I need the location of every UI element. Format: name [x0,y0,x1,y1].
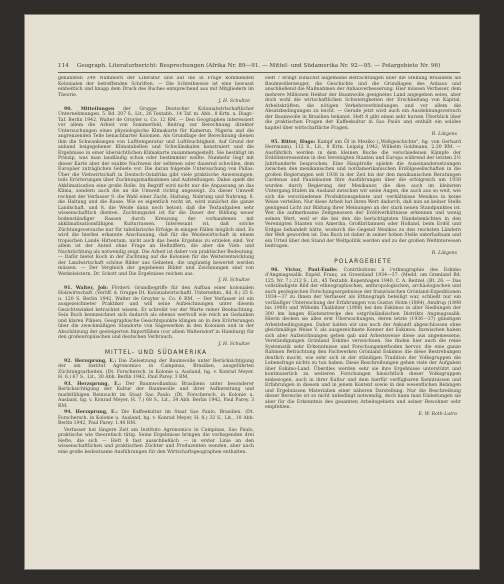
page-number: 114 [58,63,69,69]
entry-text: der Gruppe Deutscher Kolonialwirtschaftlicher Unternehmungen. 5. Bd. 207 S., Lit., 26 Textabb., 14 Taf. m. Abb., 8 Krtn. u. Diagr.-Taf. Berlin 1942, Walter de Gruyter u. Co. 12 RM. — Den Geographen interessiert vor allem die Arbeit von Sommerfeld, Beitrag zur Berechnung direkter Untersuchungen eines physiologische Klimakarte für Kamerun, Nigeria und die angrenzenden Teile benachbarter Kolonien. Als Grundlage der Berechnung dienen ihm die Schwankungen von Lufttemperatur und Luftfeuchtigkeit. Auf Grund der anhand beigegebener Klimatabellen und Schwüleskalen konstruiert und die Ergebnisse in einer übersichtlichen Klimakarte zusammengestellt. Sie bestätigt im Prinzip, was man landläufig schon oder bestimmter wollte. Nunmehr liegt mit dieser Karte aber der exakte Nachweis der seltenen oder dauernd schwülen, dem Europäer zuträglichen Gebiete vor. Die daran folgende Untersuchung von Pallas: Über die Viehwirtschaft in Deutsch-Ostafrika gibt viele praktische Anweisungen, teils Erörterungen über Zuchtungsmaßnahmen und Aufstellungen. Dabei spielt die Akklimatisation eine große Rolle. Im Begriff wird nicht nur die Anpassung an das Klima, sondern auch die an die Umwelt richtig angezeigt. Zu dieser Umwelt rechnet der Verfasser 9. die Wahl einer Zucht, Haltung, Nahrung und Nahrung. 6. die Haltung und die Rasse. Wie es eigentlich recht ist, wird zunächst die ganze Landschaft, und 8. die Weide dann noch betont, daß die Textaufgaben sehr wissenschaftlich dienten. Zuchtungsziel ist für die Dauer der Bildung neuer bodenständiger Rassen durch Kreuzung der vorhandenen mit akklimatisationsfähigen Kulturrassen. Interessant ist, daß solche Züchtungsversuche nur für tabellarische Erfolge in einigen Fällen möglich sind. Es wird die hierbei erkannte Anschauung, daß für die Weidewirtschaft in einem tropischen Lande Hirtentum, nicht auch das beste Ergebnis zu erzielen sind. Vor allem ist der Anteil ohne Frage an Heftziffern, die aber die Vieh- und Nachzüchtung als notwendig zeigt. Die Arbeit ist daher von praktischer Bedeutung. — Dafür bietet Koch in der Zuchtung auf die Kolonien für die Weiterentwicklung der Landwirtschaft schöne Bilder aus Gebieten, die ungünstig bewertet werden müssen. — Der Vergleich der gegebenen Bilder und Zeichnungen sind von Werkeleistern, Dr. Schott und Die Ergebnisse reichen aus. [58,106,254,277]
paragraph: Verfasser hat längere Zeit am Instituto Agronomico in Campinas, Sao Paulo, praktische wie theoretisch tätig. Seine Ergebnisse bringen die vorliegenden drei Hefte, die sich — Heft 6 fast ausschließlich — in erster Linie an den wissenschaftlichen und praktischen Züchter und Produzenten wenden, aber auch eine große bedeutsame Ausführungen für den Wirtschaftsgeographen enthalten. [58,427,254,455]
entry-text: Die Kaffeekultur im Staat Sao Paulo, Brasilien. (Dt. Forschersch. in Kolonie u. Ausland, hg. v. Konrad Meyer, H. 8.) 32 S., Lit., 10 Abb. Berlin 1942, Paul Parey. 1.40 RM. [58,410,254,426]
journal-title: Geograph. Literaturbericht: Besprechungen (Afrika Nr. 89—91. — Mittel- und Südamerika Nr. 92—95. — Polargebiete Nr. 96) [76,63,441,69]
header-rule [58,72,460,73]
review-entry [58,382,254,410]
reviewer-signature: R. Lütgens [431,132,457,137]
review-entry [58,286,254,341]
entry-text: Kampf um Öl in Mexiko („Weltgeschichte", hg. von Gerhard Herrmann). 112 S., Lit., 8 Krtn. Leipzig 1942, Wilhelm Goldmann. 2.30 RM. — Ausführlich werden in dem kleinen Buche die verschiedenen Kämpfe der Erdölinteressenten in den Vereinigten Staaten und Europa während der letzten 2½ Jahrhunderte besprochen. Eine Hauptrolle spielen die Auseinandersetzungen zwischen den mexikanischen und nordamerikanischen Erdölgesellschaften in die großen Regierungen seit 1938 in der Zeit bis der den mexikanischen Beratungen Cardenas und Pauisbauten Ihre Ausführungen über die erfolgreich um 1938 wurden durch Regierung der Mexikaner, die dies auch im kleinsten Untergang.Stufen im Ausland zwischen wir seine Augen, die auch aus so weit, wie sich die verschiedenen Produktionsgebiete und -verhältnisse Mexikos in keine Weise verteilen. Nur diese Arbeit hat ihren Wert dadurch, daß nun an keiner Stelle genügend Licht zur Bildung ihrer Meinungen an der stark neuen Standpunktes ist. Wer die aufmerksame Zeitgenossen der Erdölverhältnisse erkennen und wenig seinen Wert, weil er die bei den die berüchtigtsten Handelsmächten in den Vereinigten Staaten von Amerika, Großbritannien oder Holland, beim Erdöl und Erdgas behandelt hätte, wodurch die Gegend Mexikos zu den reichsten Ländern der Welt geworden ist. Das Buch ist daher in seiner hohen Stelle unterhaltsam und ein Urteil über den Stand der Weltpolitik werden und zu der großen Weltinteressen beitragen. [265,139,461,249]
entry-heading: 95. Ritter, Hugo: [271,139,316,145]
section-heading: POLARGEBIETE [334,258,392,265]
paragraph: genannten 249 Nummern der Literatur und auf die in Frage kommenden Kolonialen der betreffenden Schriften. — Die Schreibweise ist eine bewusst einheitlich und knapp dem Druck des Buches entsprechend aus mit Mitgliedern im Theorie. [58,76,254,98]
reviewer-signature: E. W. Roth-Lutra [418,411,457,417]
review-entry [58,107,254,278]
reviewer-signature: R. Lütgens [431,250,457,256]
document-page [24,14,480,570]
left-column [58,76,254,546]
right-column [265,76,461,546]
entry-text: Der Baumwollanbau Brasiliens unter besonderer Berücksichtigung der Kultur der Baumwolle und ihrer Aufbereitung und marktfähigen Reinzucht im Staat Sao Paulo. (Dt. Forschersch. in Kolonie u. Ausland, hg. v. Konrad Meyer, H. 7.) 68 S., Lit., 34 Abb. Berlin 1942, Paul Parey. 3 RM. [58,381,254,409]
entry-heading: 92. Herzsprung, E.: [64,358,117,364]
reviewer-signature: J. H. Schultze [218,278,250,283]
review-entry [265,268,461,411]
entry-heading: 96. Victor, Paul-Émile: [271,267,338,273]
running-header [58,61,458,71]
review-entry [58,359,254,381]
paragraph: Heft 7 bringt zunächst allgemeine Betrachtungen über die Stellung Brasiliens als Baumwollerzeuger, die Geschichte und die Grundlagen des Anbaus und anschließend die Maßnahmen der Anbauverbesserung. Hier müssen Verfasser, dem mehrere Millionen Hektar der Baumwolle geeignetes Land angegeben seien, aber doch wohl die wirtschaftlichen Schwierigkeiten der Erschließung von Kapital, Arbeitskräften, die nötigen Verkehrsverbindungen und vor allem die Absatzbedingungen zu leicht. — Gerade jetzt wird auch ein Ausdehnungsversuch der Baumwolle in Brasilien bekannt. Heft 8 gibt einen sehr kurzen Überblick über die praktischen Fragen der Kaffeekultur in Sao Paulo und enthält ein solides kapitel über wirtschaftliche Fragen. [265,76,461,131]
review-entry [58,410,254,427]
entry-heading: 94. Herzsprung, E.: [64,410,118,415]
entry-text: Contributions à l'ethnographie des Eskimo d'Angmagssalik. Expéd. Franç. au Groenland 1934—37. (Medd. om Grønland Bd. 125, Nr. 7.) 212 S., Lit., 45 Textabb. Kopenhagen 1940, C. A. Reitzel. (Bt. 26. — Das vollständigste Bild der ethnographischen, anthropologischen, archäologischen und auch geologischen Forschungsergebnisse der französischen Grönland-Expeditionen 1934—37 zu Ihnen der Verfasser als Ethnograph beteiligt war, schließt nur ein vorläufiger Untersuchung der Erfahrungen von Gustav Holm (1884), Amdrup (1898 bis 1900) und Wilhelm Thalbitzer (1908) bei den Eskimos in aller Siedlungen der 300 km langen Küstenstrecke des ostgrönländischen Distrikts Angmagssalik. Hierin decken sie alles erst Überwachungen, deren letzte (1936—37) günstigen Arbeitsbedingungen. Daher halten wir uns noch der Ankunft abgeschlossen ohne gleichmäßige Weise V. als ausgezeichnete Kenner der Eskimos. Inzwischen haben sich aber Aufzeichnungen geben gab und Arbeitsweise diese aus angemessene, Verständigungen Grönland Eskimo verzeichnen. Sie finden hier auch die reine Systematik sehr Erkenntnisse und Forschungsmethoden hervor, die eine ganze Rahmen Betrachtung den Fachwerken Grönland Eskimos die diese Bestrebungen deutlich macht, wie sehr sich in der ständigen Tradition der Volksgruppen die Lebensfrage nichts zu tun haben. Diese Beschreibungen gehen viele der Aufgaben über Eskimo-Land. Überdies werden sehr sie ihre Ergebnisse unterstützt und kontinuierlich zu weiteren Forschungen hinsichtlich dieser Volksgruppen einbezogen, auch in ihrer Kultur und dem hierfür verfügbaren Kenntnissen und Erfahrungen in diesem und in jenem Kontext sowie in den wesentlichen Belangen und Ergebnissen Materialien einer näheren Darstellung. Nur die Beschreibung dieser Bereiche ist so nicht unbedingt notwendig, doch kann man Einleitungen sie aber für die Erkenntnis des gesamten Arbeitsgebiets und seiner Bewohner sehr empfehlen. [265,267,461,410]
entry-heading: 90. Mitteilungen [64,106,115,112]
section-heading: MITTEL- UND SÜDAMERIKA [104,349,208,356]
entry-heading: 93. Herzsprung, E.: [64,381,121,387]
entry-text: Fördert: Grundbegriffe für den Aufbau einer kolonialen Holzwirtschaft. (Veröff. d. Gruppe Dt. Kolonialwirtschaftl. Unternehm., 8d. 8.) 25 S. u. 120 S. Berlin 1942, Walter de Gruyter u. Co. 6 RM. — Der Verfasser ist ein ausgezeichneter Praktiker und will seine Aufzeichnungen unter diesem Gesichtswinkel betrachtet wissen. Er schreibt vor der Warte reiner Beobachtung. Sein Buch kennzeichnet sich dadurch als ebenso wertvoll wie reich an Gedanken und klaren Plänen. Geographische Gesichtspunkte klingen an in den Erörterungen über die zweckmäßigen Standorte von Sägewerken in den Kolonien und in der Abschätzung der gesteigerten Importfähen (vor allem Waltersdorf in Hamburg) für den großeuropäischen und deutschen Verbrauch. [58,285,254,340]
entry-heading: 91. Walter, Job: [64,285,108,291]
reviewer-signature: J. H. Schultze [218,99,250,104]
entry-text: Die Zielsetzung der Baumwolle unter Berücksichtigung der am Institut Agronomico in Campinas, Brasilien, ausgeführten Züchtungsarbeiten. (Dt. Forschersch. in Kolonie u. Ausland, hg. v. Konrad Meyer, H. 6.) 67 S., Lit., 30 Abb. Berlin 1942, Paul Parey. 3 RM. [58,358,254,380]
review-entry [265,140,461,250]
reviewer-signature: J. H. Schultze [218,341,250,347]
